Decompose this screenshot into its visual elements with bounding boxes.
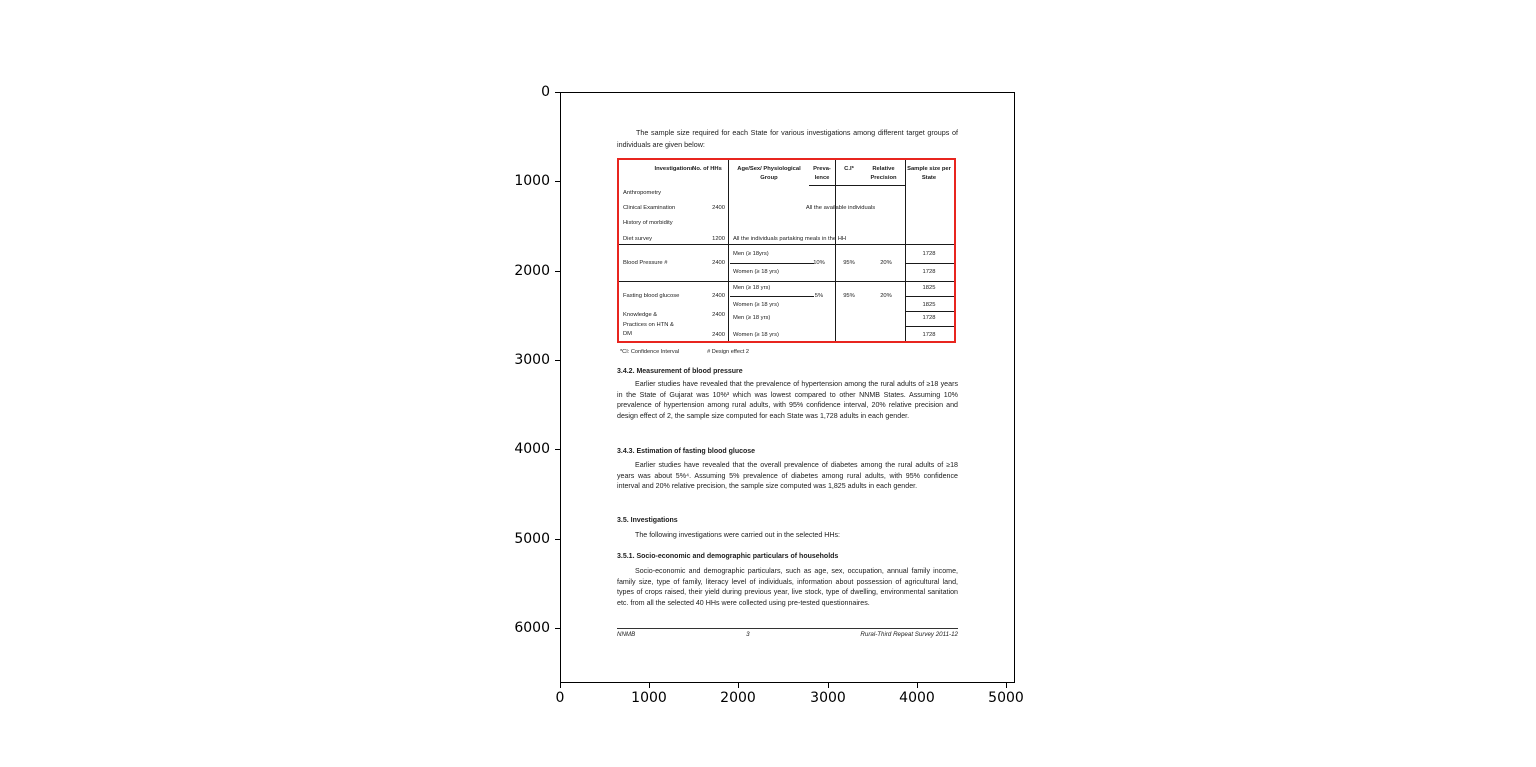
sample-size-table: [617, 158, 956, 343]
precision-value: 20%: [880, 293, 892, 299]
document-page: [560, 92, 1015, 683]
precision-value: 20%: [880, 260, 892, 266]
x-tick-label: 1000: [631, 690, 667, 706]
section-body-3-5: The following investigations were carried out in the selected HHs:: [635, 531, 841, 539]
table-hline: [619, 281, 954, 282]
table-hline: [730, 263, 814, 264]
table-vline: [728, 160, 729, 341]
x-tick: [649, 683, 650, 688]
section-body-3-4-2: Earlier studies have revealed that the prevalence of hypertension among the rural adults of ≥18 years in the State of Gujarat was 10%³ which was lowest compared to other NNMB States. Assuming 10% prevalence of hypertension among rural adults, with 95% confidence interval, 20% relative precision and design effect of 2, the sample size computed for each State was 1,728 adults in each gender.: [617, 380, 958, 420]
table-hline: [906, 263, 954, 264]
ci-value: 95%: [843, 293, 855, 299]
table-hline: [619, 244, 954, 245]
x-tick: [917, 683, 918, 688]
hh-count: 2400: [712, 332, 725, 338]
y-tick-label: 4000: [514, 441, 550, 457]
table-row: Knowledge & Practices on HTN & DM: [623, 312, 674, 337]
footnote-design-effect: # Design effect 2: [707, 349, 749, 355]
col-header-prevalence: Preva- lence: [813, 166, 831, 181]
sample-size: 1825: [922, 302, 936, 308]
section-heading-3-4-2: 3.4.2. Measurement of blood pressure: [617, 368, 743, 375]
table-hline: [906, 296, 954, 297]
table-hline: [730, 296, 814, 297]
table-footnotes: [620, 349, 749, 355]
x-tick: [560, 683, 561, 688]
col-header-ci: C.I*: [844, 166, 854, 172]
col-header-group: Age/Sex/ Physiological Group: [737, 166, 801, 181]
sample-size: 1825: [922, 285, 936, 291]
hh-count: 2400: [712, 312, 725, 318]
table-row: Blood Pressure #: [623, 260, 668, 266]
col-header-hhs: No. of HHs: [692, 166, 722, 172]
hh-count: 1200: [712, 236, 725, 242]
col-header-sample: Sample size per State: [907, 166, 951, 181]
footnote-ci: *CI: Confidence Interval: [620, 349, 680, 355]
hh-count: 2400: [712, 293, 725, 299]
section-heading-3-5-1: 3.5.1. Socio-economic and demographic particulars of households: [617, 553, 839, 560]
hh-count: 2400: [712, 260, 725, 266]
table-row: Anthropometry: [623, 190, 662, 196]
hh-count: 2400: [712, 205, 725, 211]
footer-org: NNMB: [617, 631, 636, 638]
x-tick: [1006, 683, 1007, 688]
group-men: Men (≥ 18yrs): [733, 251, 769, 257]
sample-size: 1728: [922, 269, 936, 275]
x-tick-label: 2000: [720, 690, 756, 706]
col-header-investigations: Investigations: [654, 166, 694, 172]
ci-value: 95%: [843, 260, 855, 266]
y-tick-label: 5000: [514, 531, 550, 547]
intro-paragraph: The sample size required for each State for various investigations among different target groups of individuals are given below:: [617, 128, 958, 149]
y-tick-label: 0: [541, 84, 550, 100]
col-header-precision: Relative Precision: [870, 166, 897, 181]
y-tick-label: 2000: [514, 263, 550, 279]
footer-page-number: 3: [746, 631, 750, 638]
table-hline: [906, 326, 954, 327]
sample-size: 1728: [922, 332, 936, 338]
table-row: Diet survey: [623, 236, 652, 242]
x-tick-label: 3000: [810, 690, 846, 706]
section-heading-3-5: 3.5. Investigations: [617, 517, 678, 524]
y-tick-label: 6000: [514, 620, 550, 636]
group-women: Women (≥ 18 yrs): [733, 269, 779, 275]
group-women: Women (≥ 18 yrs): [733, 332, 779, 338]
page-footer: [617, 631, 958, 638]
sample-size: 1728: [922, 315, 936, 321]
footer-rule: [617, 628, 958, 629]
table-row: Fasting blood glucose: [623, 293, 680, 299]
footer-survey-title: Rural-Third Repeat Survey 2011-12: [860, 631, 958, 638]
x-tick: [738, 683, 739, 688]
y-tick-label: 3000: [514, 352, 550, 368]
table-hline: [809, 185, 905, 186]
x-tick-label: 0: [555, 690, 565, 706]
group-men: Men (≥ 18 yrs): [733, 285, 771, 291]
table-row: Clinical Examination: [623, 205, 676, 211]
table-row: History of morbidity: [623, 220, 673, 226]
note-diet: All the individuals partaking meals in the HH: [733, 236, 847, 242]
group-women: Women (≥ 18 yrs): [733, 302, 779, 308]
prevalence-value: 5%: [814, 293, 824, 299]
sample-size: 1728: [922, 251, 936, 257]
section-body-3-4-3: Earlier studies have revealed that the overall prevalence of diabetes among the rural adults of ≥18 years was about 5%⁴. Assuming 5% prevalence of diabetes among rural adults, with 95% confidence interval and 20% relative precision, the sample size computed was 1,825 adults in each gender.: [617, 461, 958, 491]
prevalence-value: 10%: [813, 260, 825, 266]
table-hline: [906, 311, 954, 312]
note-all-individuals: All the available individuals: [805, 205, 876, 211]
section-body-3-5-1: Socio-economic and demographic particulars, such as age, sex, occupation, annual family income, family size, type of family, literacy level of individuals, information about possession of agricultural land, types of crops raised, their yield during previous year, live stock, type of dwelling, environmental sanitation etc. from all the selected 40 HHs were collected using pre-tested questionnaires.: [617, 567, 958, 607]
y-tick-label: 1000: [514, 173, 550, 189]
group-men: Men (≥ 18 yrs): [733, 315, 771, 321]
x-tick-label: 5000: [988, 690, 1024, 706]
section-heading-3-4-3: 3.4.3. Estimation of fasting blood glucose: [617, 448, 756, 455]
table-vline: [835, 160, 836, 341]
x-tick-label: 4000: [899, 690, 935, 706]
x-tick: [828, 683, 829, 688]
